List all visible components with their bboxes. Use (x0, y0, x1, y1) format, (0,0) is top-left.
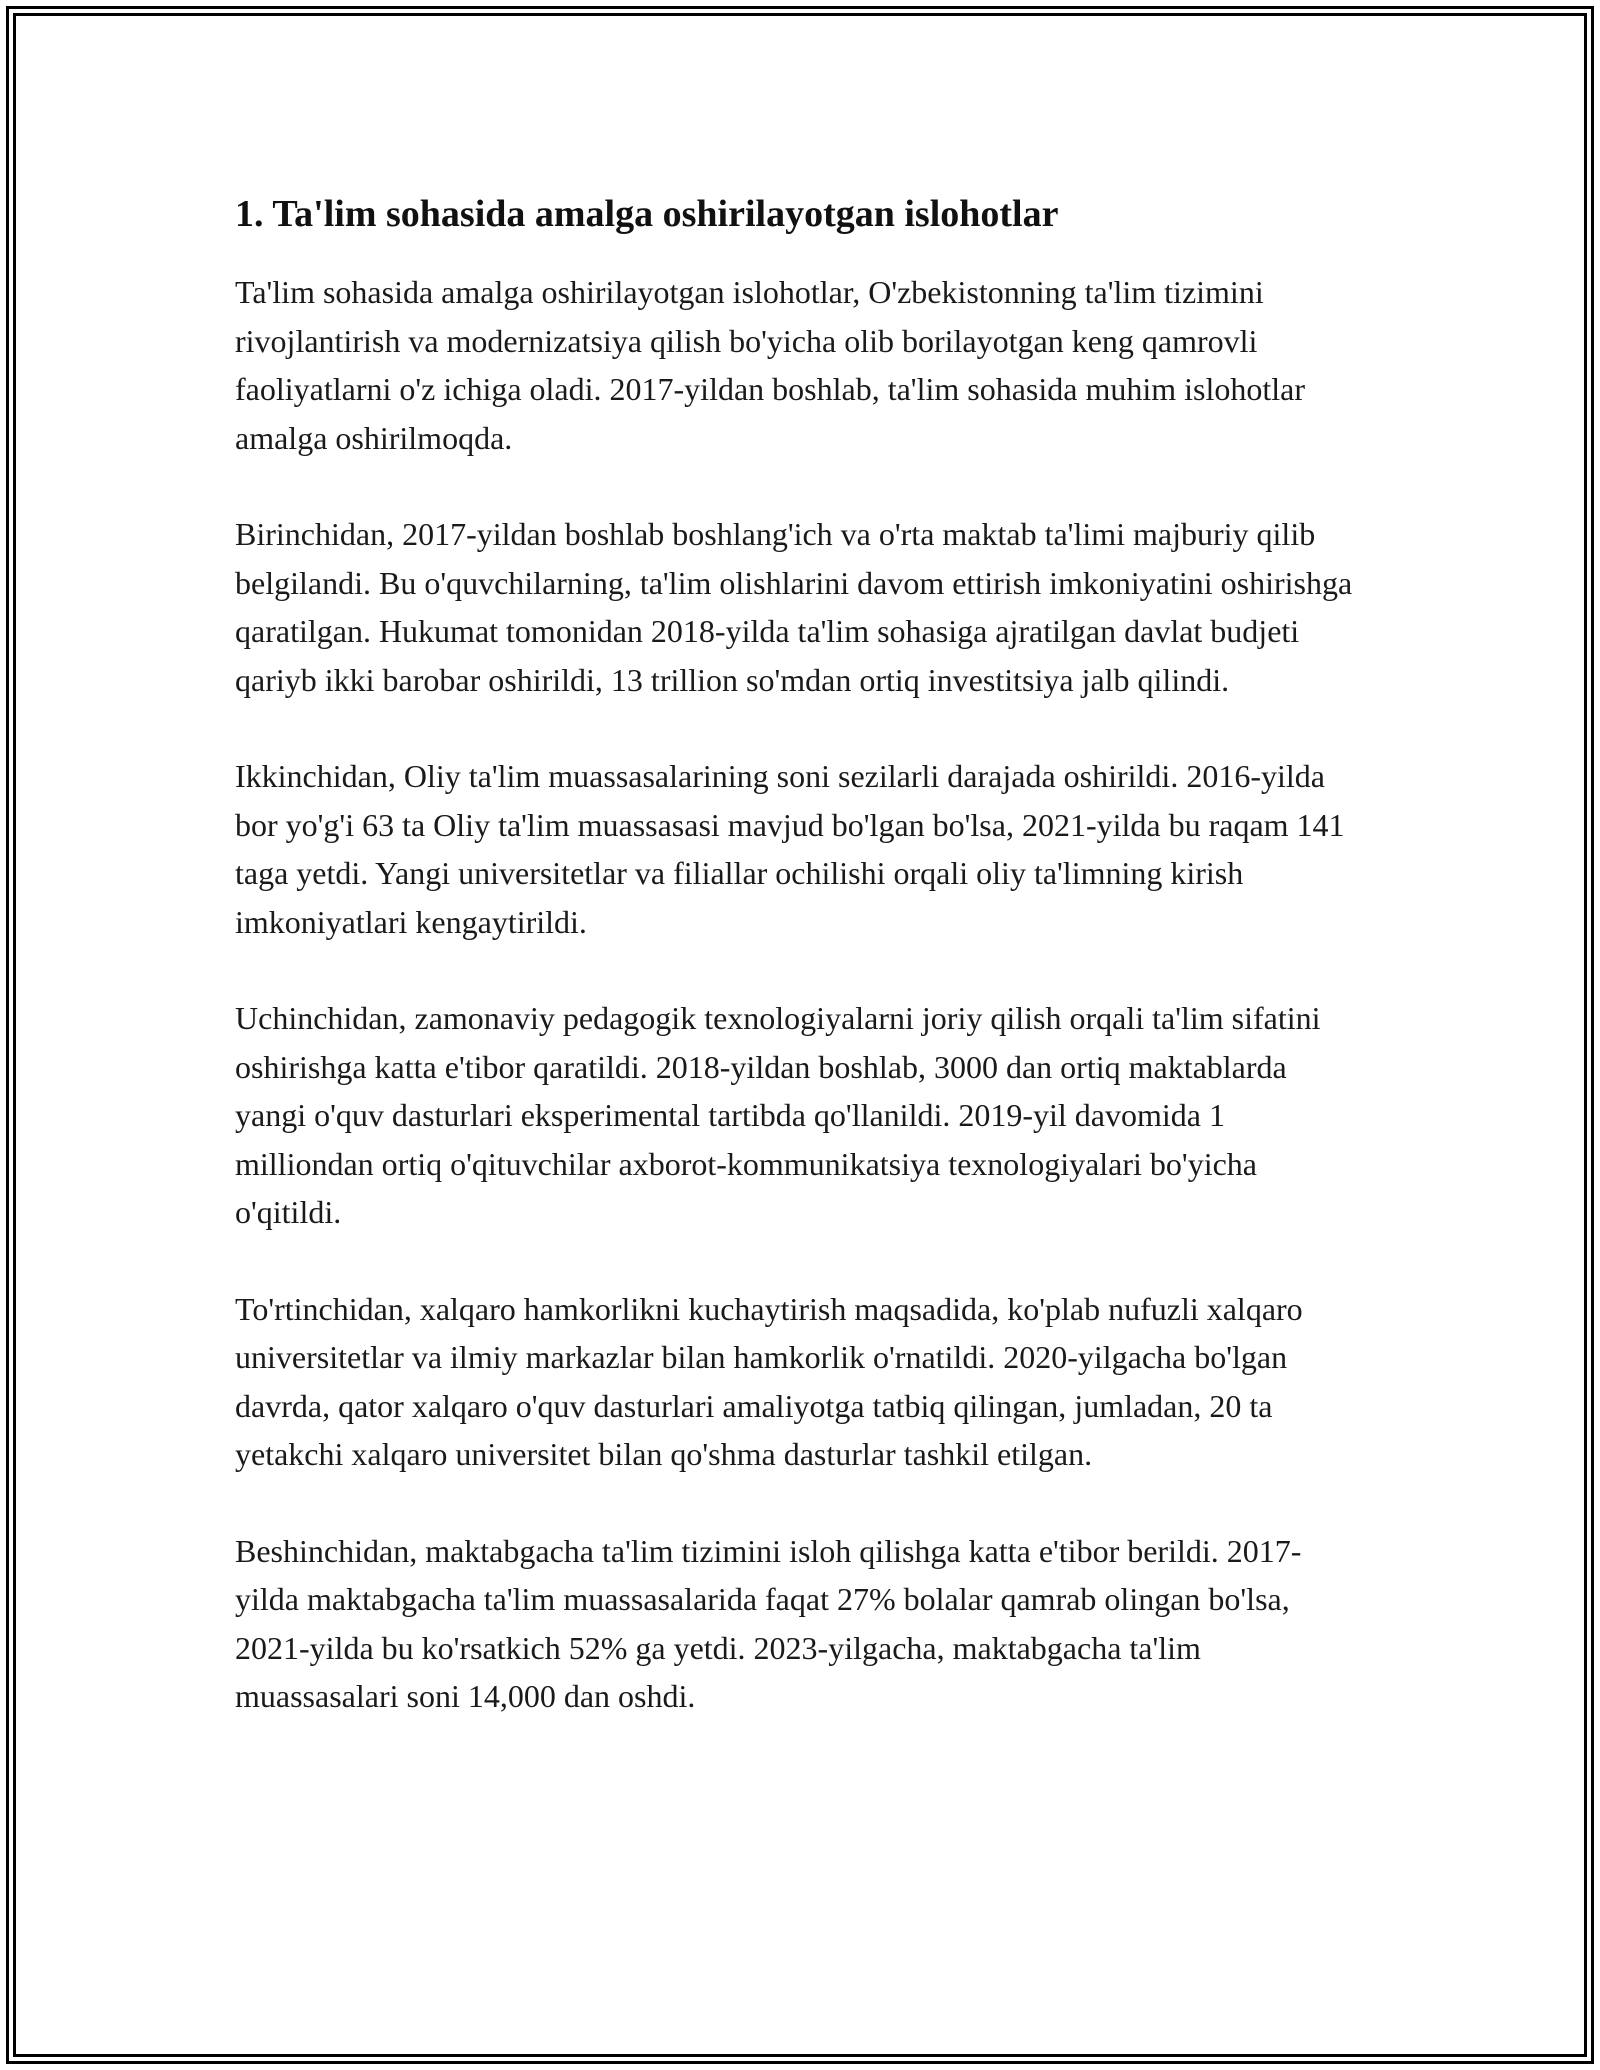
paragraph-first: Birinchidan, 2017-yildan boshlab boshlang'ich va o'rta maktab ta'limi majburiy qilib belgilandi. Bu o'quvchilarning, ta'lim olishlarini davom ettirish imkoniyatini oshirishga qaratilgan. Hukumat tomonidan 2018-yilda ta'lim sohasiga ajratilgan davlat budjeti qariyb ikki barobar oshirildi, 13 trillion so'mdan ortiq investitsiya jalb qilindi. (235, 516, 1353, 698)
document-body (235, 184, 1365, 1721)
paragraph-fifth: Beshinchidan, maktabgacha ta'lim tizimini isloh qilishga katta e'tibor berildi. 2017-yilda maktabgacha ta'lim muassasalarida faqat 27% bolalar qamrab olingan bo'lsa, 2021-yilda bu ko'rsatkich 52% ga yetdi. 2023-yilgacha, maktabgacha ta'lim muassasalari soni 14,000 dan oshdi. (235, 1532, 1302, 1714)
paragraph-second: Ikkinchidan, Oliy ta'lim muassasalarining soni sezilarli darajada oshirildi. 2016-yilda bor yo'g'i 63 ta Oliy ta'lim muassasasi mavjud bo'lgan bo'lsa, 2021-yilda bu raqam 141 taga yetdi. Yangi universitetlar va filiallar ochilishi orqali oliy ta'limning kirish imkoniyatlari kengaytirildi. (235, 758, 1345, 940)
paragraph-third: Uchinchidan, zamonaviy pedagogik texnologiyalarni joriy qilish orqali ta'lim sifatini oshirishga katta e'tibor qaratildi. 2018-yildan boshlab, 3000 dan ortiq maktablarda yangi o'quv dasturlari eksperimental tartibda qo'llanildi. 2019-yil davomida 1 milliondan ortiq o'qituvchilar axborot-kommunikatsiya texnologiyalari bo'yicha o'qitildi. (235, 1000, 1321, 1230)
paragraph-intro: Ta'lim sohasida amalga oshirilayotgan islohotlar, O'zbekistonning ta'lim tizimini rivojlantirish va modernizatsiya qilish bo'yicha olib borilayotgan keng qamrovli faoliyatlarni o'z ichiga oladi. 2017-yildan boshlab, ta'lim sohasida muhim islohotlar amalga oshirilmoqda. (235, 274, 1305, 456)
section-heading: 1. Ta'lim sohasida amalga oshirilayotgan islohotlar (235, 193, 1059, 235)
paragraph-fourth: To'rtinchidan, xalqaro hamkorlikni kuchaytirish maqsadida, ko'plab nufuzli xalqaro universitetlar va ilmiy markazlar bilan hamkorlik o'rnatildi. 2020-yilgacha bo'lgan davrda, qator xalqaro o'quv dasturlari amaliyotga tatbiq qilingan, jumladan, 20 ta yetakchi xalqaro universitet bilan qo'shma dasturlar tashkil etilgan. (235, 1290, 1303, 1472)
